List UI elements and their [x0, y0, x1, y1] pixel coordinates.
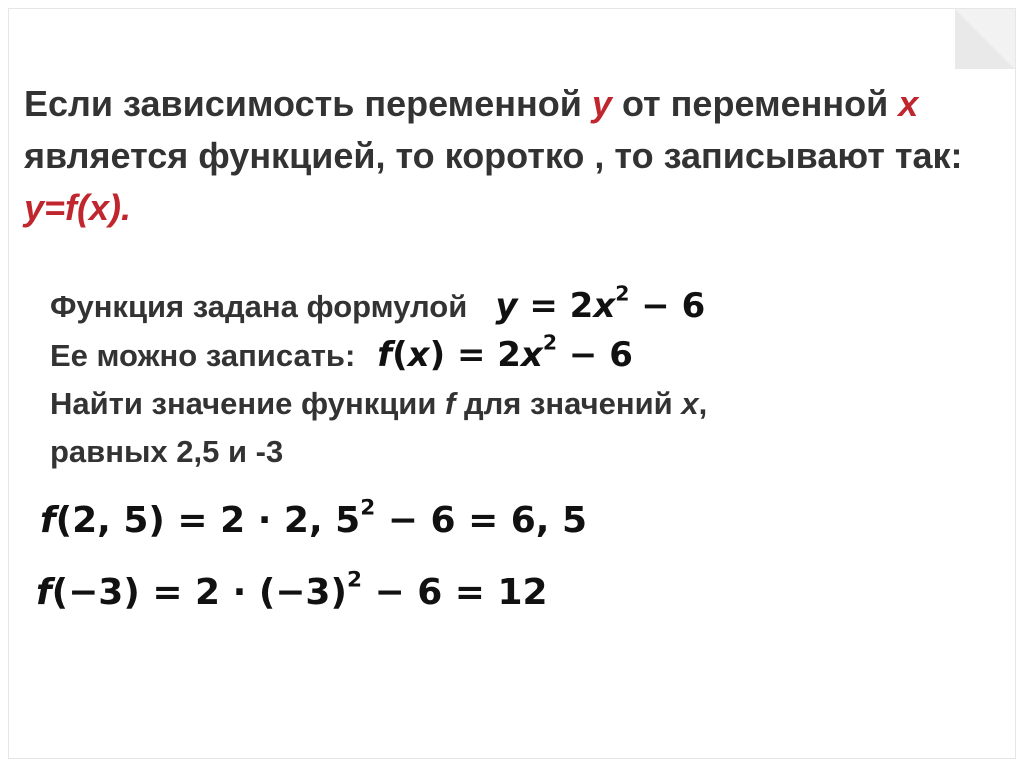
equation-f-minus-3: $f(-3) = 2 \cdot (-3)^2 - 6 = 12$: [36, 567, 548, 613]
italic-x: x: [681, 386, 699, 421]
task-line-formula: [50, 282, 950, 331]
formula-fx: $f(x) = 2x^2 - 6$: [377, 330, 633, 375]
function-notation: y=f(x).: [24, 187, 132, 228]
notation-label: Ее можно записать:: [50, 338, 356, 373]
variable-y: y: [591, 83, 612, 124]
variable-x: x: [898, 83, 919, 124]
intro-text-2: от переменной: [611, 83, 899, 124]
formula-y: $y = 2x^2 - 6$: [495, 281, 706, 326]
task-line-values: равных 2,5 и -3: [50, 434, 284, 469]
task-line-question: Найти значение функции f для значений x,: [50, 386, 708, 421]
task-block: [50, 282, 950, 476]
formula-label: Функция задана формулой: [50, 289, 468, 324]
intro-text-3: является функцией, то коротко , то записывают так:: [24, 135, 963, 176]
intro-text-1: Если зависимость переменной: [24, 83, 592, 124]
task-line-notation: [50, 331, 950, 380]
equation-f-2-5: f(2, 5) = 2 · 2, $5^2 - 6 = 6$, 5: [40, 495, 588, 541]
italic-f: f: [445, 386, 456, 421]
intro-paragraph: [24, 78, 984, 234]
page-curl-decoration: [955, 9, 1015, 69]
